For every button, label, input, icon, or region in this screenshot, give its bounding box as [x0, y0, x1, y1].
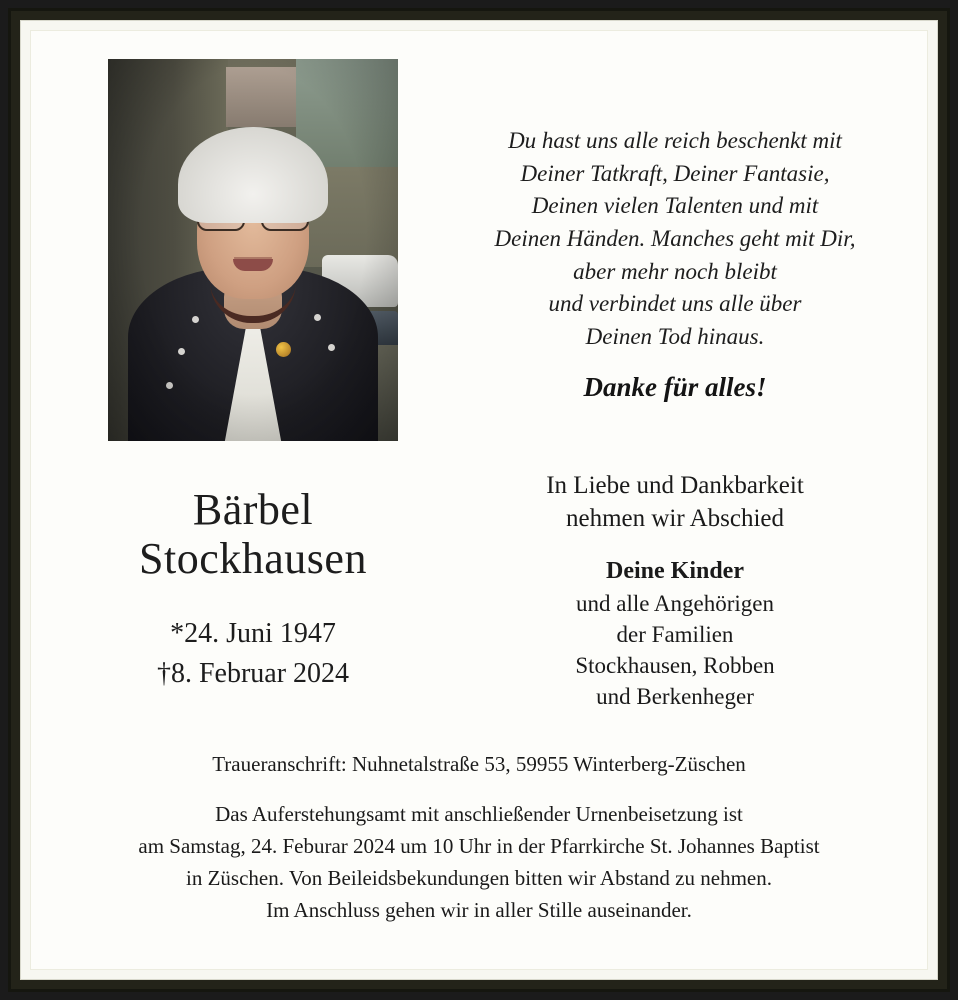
relatives-list: [449, 589, 901, 712]
left-column: [57, 59, 449, 695]
obituary-content: [31, 31, 927, 969]
birth-date: *24. Juni 1947: [170, 617, 336, 649]
farewell-text: [449, 469, 901, 537]
deceased-name: [57, 485, 449, 584]
service-line: Im Anschluss gehen wir in aller Stille auseinander.: [266, 898, 692, 923]
verse-line: und verbindet uns alle über: [548, 291, 802, 317]
children-label: Deine Kinder: [606, 558, 744, 585]
service-details: [57, 799, 901, 927]
verse-line: Deinen Händen. Manches geht mit Dir,: [494, 225, 856, 251]
relatives-line: und Berkenheger: [596, 683, 754, 709]
obituary-card: [30, 30, 928, 970]
relatives-line: und alle Angehörigen: [575, 591, 774, 617]
thanks-line: Danke für alles!: [583, 371, 767, 402]
farewell-line: In Liebe und Dankbarkeit: [546, 471, 804, 499]
portrait-photo: [108, 59, 398, 441]
relatives-line: Stockhausen, Robben: [575, 652, 775, 678]
verse-line: aber mehr noch bleibt: [573, 258, 777, 284]
deceased-first-name: Bärbel: [192, 485, 314, 534]
service-line: Das Auferstehungsamt mit anschließender Urnenbeisetzung ist: [215, 802, 743, 827]
life-dates: [57, 614, 449, 695]
right-column: [449, 59, 901, 712]
verse-line: Du hast uns alle reich beschenkt mit: [508, 128, 842, 153]
memorial-verse: [449, 125, 901, 354]
relatives-line: der Familien: [616, 621, 734, 647]
deceased-last-name: Stockhausen: [139, 534, 367, 584]
service-line: am Samstag, 24. Feburar 2024 um 10 Uhr in der Pfarrkirche St. Johannes Baptist: [138, 834, 820, 859]
photo-vignette: [108, 59, 398, 441]
mourning-address: Traueranschrift: Nuhnetalstraße 53, 59955 Winterberg-Züschen: [212, 752, 746, 777]
farewell-line: nehmen wir Abschied: [565, 505, 784, 533]
service-line: in Züschen. Von Beileidsbekundungen bitten wir Abstand zu nehmen.: [186, 866, 772, 891]
verse-line: Deinen vielen Talenten und mit: [531, 193, 819, 219]
upper-section: [57, 59, 901, 712]
death-date: †8. Februar 2024: [156, 658, 350, 690]
verse-line: Deinen Tod hinaus.: [585, 323, 765, 349]
verse-line: Deiner Tatkraft, Deiner Fantasie,: [520, 160, 830, 186]
